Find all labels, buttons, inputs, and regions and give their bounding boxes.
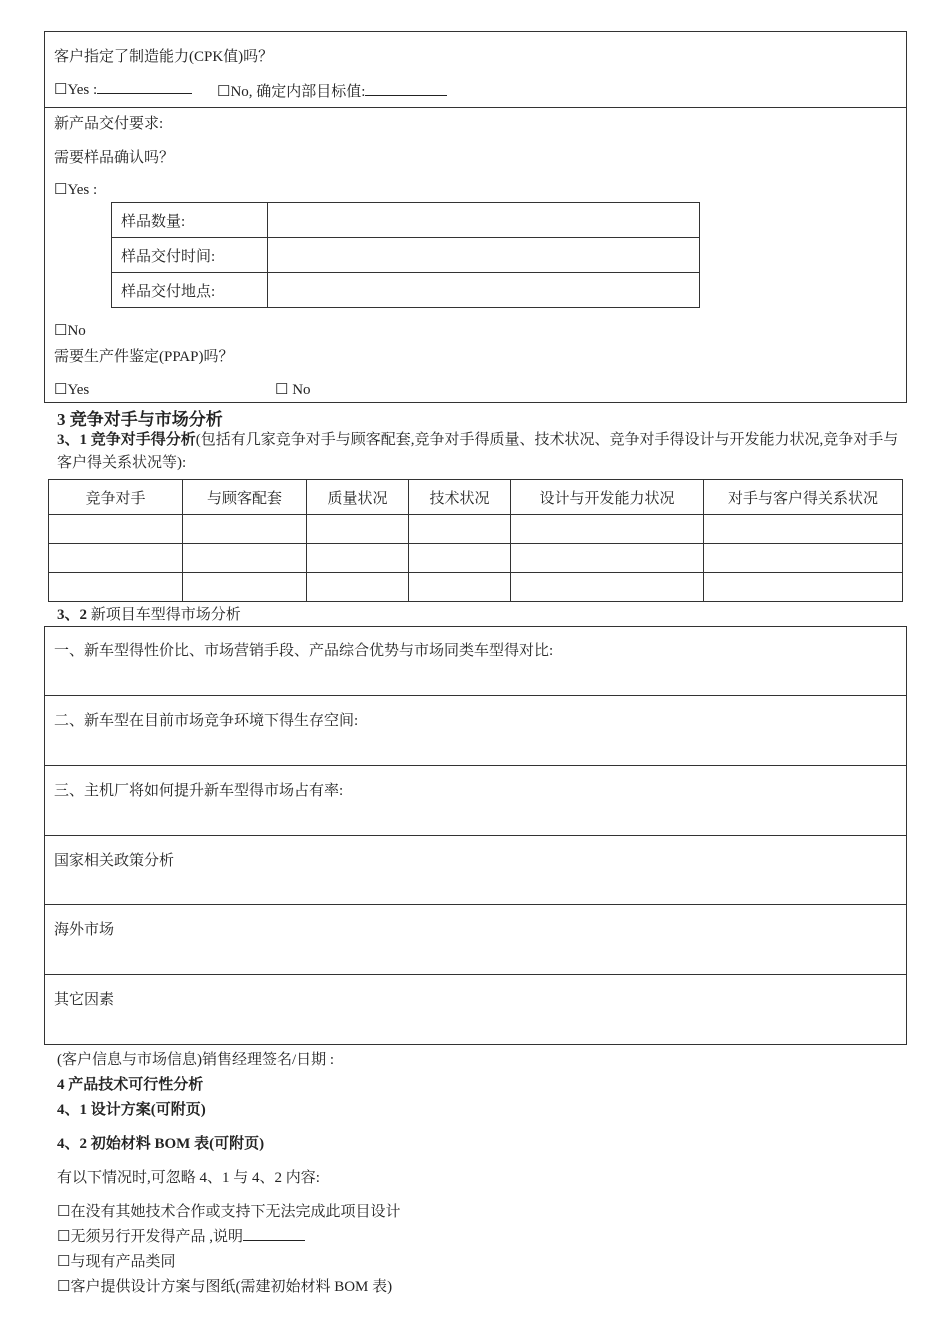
col-quality: 质量状况 (307, 480, 409, 515)
competitor-analysis-desc: (包括有几家竞争对手与顾客配套,竞争对手得质量、技术状况、竞争对手得设计与开发能力状况,竞争对手与客户得关系状况等): (57, 432, 899, 471)
table-cell[interactable] (409, 573, 511, 602)
table-cell[interactable] (49, 515, 183, 544)
table-cell[interactable] (49, 544, 183, 573)
cpk-no-option[interactable] (217, 80, 447, 101)
sample-table (111, 202, 700, 308)
design-plan-title: 4、1 设计方案(可附页) (57, 1102, 206, 1118)
bom-title: 4、2 初始材料 BOM 表(可附页) (57, 1136, 265, 1152)
cpk-yes-option[interactable] (54, 80, 192, 99)
market-analysis-title (57, 603, 241, 624)
market-item-market-share[interactable]: 三、主机厂将如何提升新车型得市场占有率: (54, 783, 344, 799)
market-divider (44, 835, 907, 836)
ppap-yes-checkbox[interactable]: ☐Yes (54, 382, 90, 398)
col-design-capability: 设计与开发能力状况 (511, 480, 704, 515)
market-item-other[interactable]: 其它因素 (54, 992, 115, 1008)
market-analysis-label: 新项目车型得市场分析 (87, 607, 241, 623)
table-row (49, 515, 903, 544)
market-item-survival-space[interactable]: 二、新车型在目前市场竞争环境下得生存空间: (54, 713, 359, 729)
market-divider (44, 974, 907, 975)
competitor-analysis-intro (57, 429, 907, 475)
cpk-yes-label: ☐Yes : (54, 82, 98, 98)
table-cell[interactable] (704, 573, 903, 602)
option-similar-product[interactable]: ☐与现有产品类同 (57, 1254, 176, 1270)
cpk-target-blank[interactable] (365, 83, 447, 96)
market-item-overseas[interactable]: 海外市场 (54, 922, 115, 938)
market-item-price-comparison[interactable]: 一、新车型得性价比、市场营销手段、产品综合优势与市场同类车型得对比: (54, 643, 554, 659)
sample-quantity-value[interactable] (268, 203, 700, 238)
col-customer-support: 与顾客配套 (183, 480, 307, 515)
table-cell[interactable] (183, 573, 307, 602)
table-cell[interactable] (307, 544, 409, 573)
market-item-policy[interactable]: 国家相关政策分析 (54, 853, 175, 869)
table-cell[interactable] (409, 515, 511, 544)
col-customer-relationship: 对手与客户得关系状况 (704, 480, 903, 515)
ignore-note: 有以下情况时,可忽略 4、1 与 4、2 内容: (57, 1170, 320, 1186)
sample-yes-checkbox[interactable]: ☐Yes : (54, 182, 98, 198)
competitor-analysis-title: 3、1 竞争对手得分析 (57, 432, 196, 448)
table-cell[interactable] (704, 515, 903, 544)
cpk-no-label: ☐No, 确定内部目标值: (217, 84, 366, 100)
table-cell[interactable] (307, 515, 409, 544)
section3-heading: 3 竞争对手与市场分析 (57, 410, 223, 429)
sample-time-value[interactable] (268, 238, 700, 273)
sample-location-label: 样品交付地点: (112, 273, 268, 308)
table-cell[interactable] (511, 515, 704, 544)
table-cell[interactable] (307, 573, 409, 602)
option-no-development[interactable] (57, 1225, 305, 1246)
table-row (49, 573, 903, 602)
ppap-question: 需要生产件鉴定(PPAP)吗？ (54, 349, 234, 365)
option-no-tech-support[interactable]: ☐在没有其她技术合作或支持下无法完成此项目设计 (57, 1204, 401, 1220)
table-cell[interactable] (511, 544, 704, 573)
sales-manager-signature: (客户信息与市场信息)销售经理签名/日期 : (57, 1052, 335, 1068)
table-cell[interactable] (183, 515, 307, 544)
market-divider (44, 695, 907, 696)
table-cell[interactable] (409, 544, 511, 573)
sample-quantity-label: 样品数量: (112, 203, 268, 238)
table-row (49, 544, 903, 573)
market-divider (44, 765, 907, 766)
table-cell[interactable] (704, 544, 903, 573)
competitor-table (48, 479, 903, 602)
requirements-divider (44, 107, 907, 108)
sample-location-value[interactable] (268, 273, 700, 308)
option-no-development-label: ☐无须另行开发得产品 ,说明 (57, 1229, 243, 1245)
sample-question: 需要样品确认吗？ (54, 150, 175, 166)
col-technology: 技术状况 (409, 480, 511, 515)
table-cell[interactable] (49, 573, 183, 602)
explanation-blank[interactable] (243, 1228, 305, 1241)
cpk-question: 客户指定了制造能力(CPK值)吗？ (54, 49, 274, 65)
sample-time-label: 样品交付时间: (112, 238, 268, 273)
col-competitor: 竞争对手 (49, 480, 183, 515)
section4-heading: 4 产品技术可行性分析 (57, 1077, 204, 1093)
cpk-yes-blank[interactable] (97, 81, 192, 94)
table-cell[interactable] (511, 573, 704, 602)
ppap-no-checkbox[interactable]: ☐ No (275, 382, 311, 398)
sample-no-checkbox[interactable]: ☐No (54, 323, 86, 339)
market-divider (44, 904, 907, 905)
option-customer-design[interactable]: ☐客户提供设计方案与图纸(需建初始材料 BOM 表) (57, 1279, 393, 1295)
table-cell[interactable] (183, 544, 307, 573)
delivery-title: 新产品交付要求: (54, 116, 164, 132)
market-analysis-number: 3、2 (57, 607, 88, 623)
